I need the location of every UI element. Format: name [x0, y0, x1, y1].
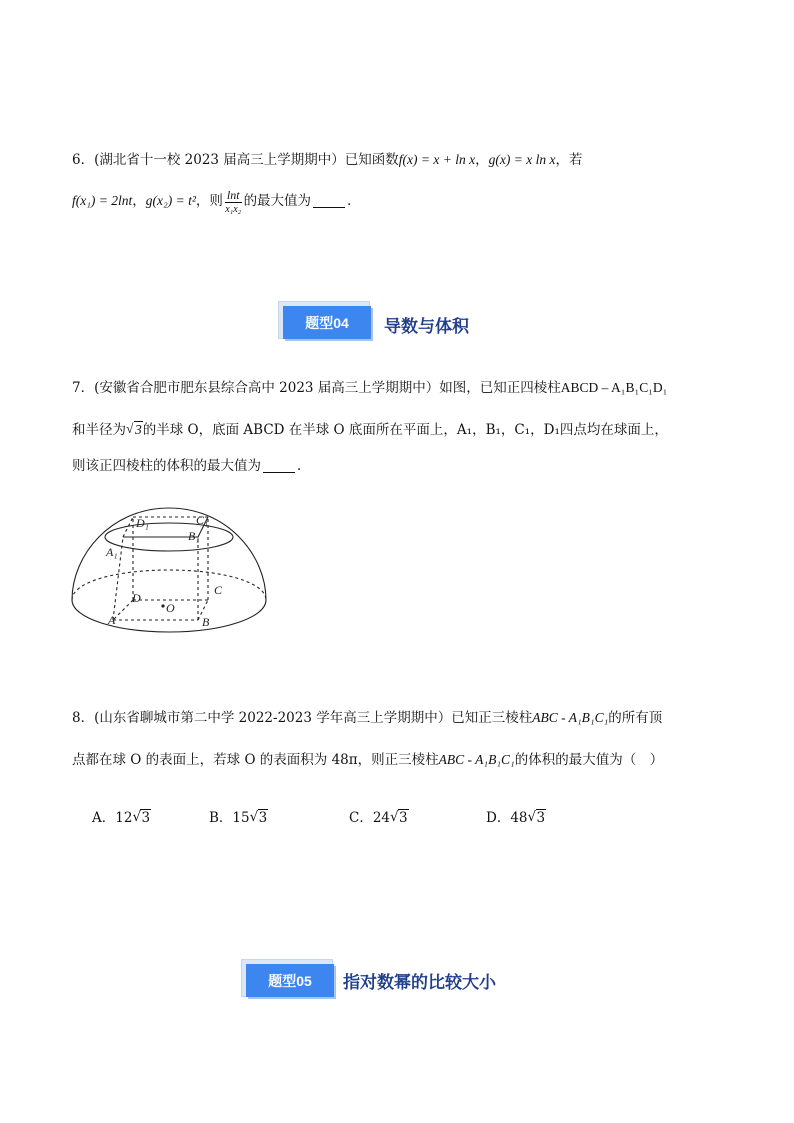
option-label: D．	[486, 810, 511, 826]
q8-line2b: 的体积的最大值为（ ）	[514, 752, 664, 768]
center-point-o	[161, 604, 164, 607]
q8-line2a: 点都在球 O 的表面上，若球 O 的表面积为 48π，则正三棱柱	[72, 752, 439, 768]
q7-radius	[126, 420, 143, 440]
q7-line2b: 的半球 O，底面 ABCD 在半球 O 底面所在平面上，	[142, 422, 457, 438]
q6-frac-den: x₁x₂	[225, 203, 242, 215]
option-sqrt	[528, 810, 547, 826]
option-rad: 3	[399, 810, 408, 826]
label-c1: C₁	[196, 513, 209, 527]
q8-option-c[interactable]	[349, 806, 409, 826]
q7-ask: 则该正四棱柱的体积的最大值为	[72, 458, 261, 474]
q7-radius-rad: 3	[135, 422, 142, 437]
option-coef: 15	[232, 810, 250, 826]
label-b: B	[202, 615, 210, 629]
option-sqrt	[132, 810, 151, 826]
q6-frac-num: lnt	[226, 187, 240, 202]
label-d1: D₁	[136, 516, 149, 530]
base-ellipse-back	[72, 570, 266, 600]
q8-option-b[interactable]	[209, 806, 268, 826]
q8-option-a[interactable]	[92, 806, 151, 826]
option-sqrt	[390, 810, 409, 826]
option-label: B．	[209, 810, 233, 826]
q8-line1b: 的所有顶	[608, 710, 663, 726]
q6-then: ，则	[195, 193, 223, 209]
q7-line2c: 四点均在球面上，	[559, 422, 668, 438]
label-d: D	[132, 591, 141, 605]
label-b1: B₁	[188, 529, 200, 543]
label-a1: A₁	[106, 545, 118, 559]
label-a: A	[108, 613, 116, 627]
q6-answer-blank[interactable]	[313, 193, 345, 208]
q8-prism-1: ABC - A₁B₁C₁	[532, 710, 609, 725]
hemisphere-dome	[72, 508, 266, 600]
edge-d-a	[113, 600, 133, 620]
q6-line1	[72, 150, 582, 170]
q7-intro: 7．(安徽省合肥市肥东县综合高中 2023 届高三上学期期中）如图，已知正四棱柱	[72, 380, 561, 396]
q6-sep1: ，	[475, 152, 489, 168]
q8-intro: 8．(山东省聊城市第二中学 2022-2023 学年高三上学期期中）已知正三棱柱	[72, 710, 533, 726]
q8-prism-2: ABC - A₁B₁C₁	[438, 752, 515, 767]
section-05-badge: 题型05	[246, 964, 334, 997]
option-sqrt	[250, 810, 269, 826]
q7-line3	[72, 456, 311, 476]
q8-line2	[72, 750, 663, 770]
q8-line1	[72, 708, 662, 728]
label-o: O	[166, 601, 175, 615]
q6-cond1: f(x₁) = 2lnt	[72, 193, 133, 208]
q6-line1-suffix: ，若	[555, 152, 583, 168]
q6-fraction	[225, 188, 242, 216]
q6-sep2: ，	[132, 193, 146, 209]
q6-line2	[72, 186, 361, 216]
q7-line1	[72, 378, 667, 398]
option-rad: 3	[536, 810, 546, 826]
section-05-title: 指对数幂的比较大小	[343, 973, 496, 992]
q6-intro: 6．(湖北省十一校 2023 届高三上学期期中）已知函数	[72, 152, 399, 168]
q7-prism: ABCD – A₁B₁C₁D₁	[560, 380, 668, 395]
q7-line2a: 和半径为	[72, 422, 126, 438]
option-coef: 12	[115, 810, 133, 826]
q7-end: ．	[297, 458, 311, 474]
q7-line2	[72, 420, 668, 440]
q8-option-d[interactable]	[486, 806, 546, 826]
q6-ask: 的最大值为	[243, 193, 312, 209]
q7-answer-blank[interactable]	[263, 458, 295, 473]
option-rad: 3	[258, 810, 268, 826]
option-coef: 48	[510, 810, 528, 826]
section-04-badge: 题型04	[283, 306, 371, 339]
option-label: A．	[92, 810, 116, 826]
q6-end: ．	[347, 193, 361, 209]
option-label: C．	[349, 810, 373, 826]
q6-g-def: g(x) = x ln x	[488, 152, 556, 167]
hemisphere-prism-figure	[66, 500, 272, 640]
option-coef: 24	[372, 810, 391, 826]
q6-f-def: f(x) = x + ln x	[398, 152, 476, 167]
q6-cond2: g(x₂) = t²	[145, 193, 196, 208]
q7-points: A₁，B₁，C₁，D₁	[456, 422, 560, 438]
section-04-title: 导数与体积	[384, 317, 469, 336]
label-c: C	[214, 583, 223, 597]
option-rad: 3	[141, 810, 151, 826]
